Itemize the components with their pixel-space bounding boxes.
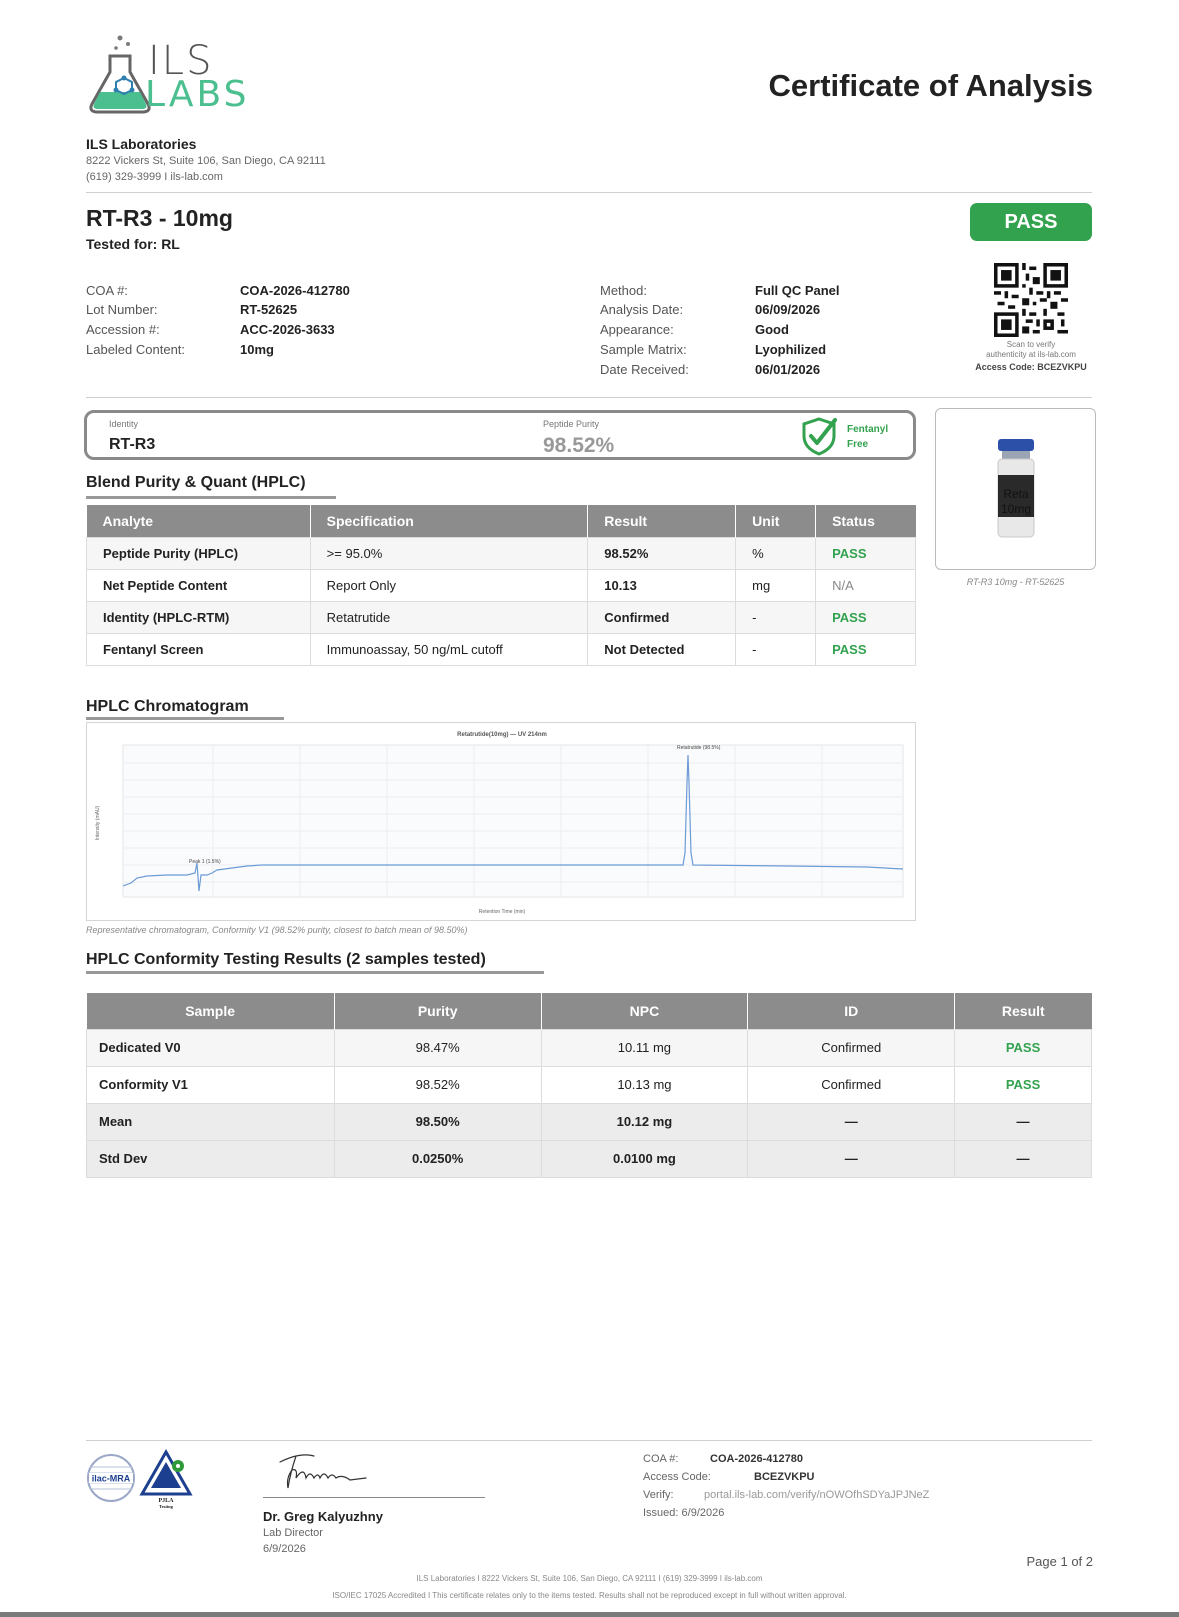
logo-wordmark-bottom: LABS	[145, 74, 250, 115]
cell-purity: 98.52%	[334, 1066, 541, 1103]
cell-result: 10.13	[588, 569, 736, 601]
fentanyl-free-label	[847, 422, 888, 452]
section-underline	[86, 717, 284, 720]
bottom-bar	[0, 1612, 1179, 1617]
footer-disclaimer-line: ISO/IEC 17025 Accredited I This certificate relates only to the items tested. Results shall not be reproduced except in full without written approval.	[332, 1591, 847, 1600]
free-line: Free	[847, 439, 869, 450]
meta-label: COA #:	[86, 283, 128, 298]
cell-npc: 10.11 mg	[541, 1029, 748, 1066]
ilac-mra-logo	[86, 1453, 136, 1503]
col-status: Status	[816, 505, 916, 537]
plot-xlabel: Retention Time (min)	[478, 909, 526, 915]
handwritten-signature	[270, 1448, 380, 1494]
lab-name: ILS Laboratories	[86, 136, 197, 152]
meta-label: Accession #:	[86, 322, 160, 337]
table-row	[87, 1029, 1092, 1066]
cell-purity: 98.50%	[334, 1103, 541, 1140]
meta-label: Sample Matrix:	[600, 342, 687, 357]
cell-result: 98.52%	[588, 537, 736, 569]
lab-contact: (619) 329-3999 I ils-lab.com	[86, 171, 223, 183]
col-id: ID	[748, 993, 955, 1029]
table-header-row	[87, 505, 916, 537]
cell-unit: %	[736, 537, 816, 569]
footer-divider	[86, 1440, 1092, 1441]
tested-for: Tested for: RL	[86, 236, 180, 252]
blend-section-title: Blend Purity & Quant (HPLC)	[86, 474, 306, 491]
section-underline	[86, 496, 336, 499]
table-row	[87, 601, 916, 633]
cell-sample: Dedicated V0	[87, 1029, 335, 1066]
cell-status: PASS	[816, 537, 916, 569]
cell-unit: mg	[736, 569, 816, 601]
meta-value: 06/01/2026	[755, 362, 821, 377]
cell-id: —	[748, 1140, 955, 1177]
cell-result: Not Detected	[588, 633, 736, 665]
signature-line	[263, 1497, 485, 1498]
meta-value: Full QC Panel	[755, 283, 840, 298]
footer-issued: Issued: 6/9/2026	[643, 1507, 725, 1519]
cell-result: —	[955, 1103, 1092, 1140]
table-row-mean	[87, 1103, 1092, 1140]
cell-result: PASS	[955, 1066, 1092, 1103]
footer-address-line: ILS Laboratories I 8222 Vickers St, Suite 106, San Diego, CA 92111 I (619) 329-3999 I ils-lab.com	[416, 1574, 763, 1583]
logo-wordmark-top: ILS	[148, 38, 214, 84]
meta-label: Labeled Content:	[86, 342, 186, 357]
identity-value: RT-R3	[109, 436, 156, 453]
meta-label: Analysis Date:	[600, 302, 684, 317]
purity-label: Peptide Purity	[543, 419, 600, 429]
plot-title: Retatrutide(10mg) — UV 214nm	[457, 732, 547, 738]
col-analyte: Analyte	[87, 505, 311, 537]
cell-analyte: Net Peptide Content	[87, 569, 311, 601]
col-spec: Specification	[310, 505, 588, 537]
identity-label: Identity	[109, 419, 139, 429]
table-row-stddev	[87, 1140, 1092, 1177]
cell-unit: -	[736, 601, 816, 633]
table-row	[87, 569, 916, 601]
cell-spec: >= 95.0%	[310, 537, 588, 569]
vial-label-line2: 10mg	[1000, 502, 1032, 516]
cell-unit: -	[736, 633, 816, 665]
meta-divider	[86, 397, 1092, 398]
cell-result: —	[955, 1140, 1092, 1177]
cell-status: N/A	[816, 569, 916, 601]
cell-status: PASS	[816, 633, 916, 665]
signer-date: 6/9/2026	[263, 1543, 306, 1555]
meta-value: Good	[755, 322, 789, 337]
meta-value: 06/09/2026	[755, 302, 821, 317]
meta-value: ACC-2026-3633	[240, 322, 335, 337]
cell-sample: Conformity V1	[87, 1066, 335, 1103]
cell-purity: 0.0250%	[334, 1140, 541, 1177]
cell-spec: Immunoassay, 50 ng/mL cutoff	[310, 633, 588, 665]
overall-status-badge: PASS	[970, 203, 1092, 241]
pjla-text: PJLA	[158, 1498, 174, 1504]
meta-value: 10mg	[240, 342, 274, 357]
fentanyl-line: Fentanyl	[847, 424, 889, 435]
col-npc: NPC	[541, 993, 748, 1029]
chromatogram-section-title: HPLC Chromatogram	[86, 698, 249, 715]
footer-access-value: BCEZVKPU	[754, 1471, 815, 1483]
pjla-sub-text: Testing	[159, 1504, 173, 1509]
col-result: Result	[588, 505, 736, 537]
cell-id: Confirmed	[748, 1029, 955, 1066]
cell-result: PASS	[955, 1029, 1092, 1066]
conformity-section-title: HPLC Conformity Testing Results (2 samples tested)	[86, 951, 486, 968]
ilac-text: ilac-MRA	[91, 1473, 131, 1484]
table-row	[87, 1066, 1092, 1103]
meta-label: Lot Number:	[86, 302, 158, 317]
table-row	[87, 537, 916, 569]
cell-id: Confirmed	[748, 1066, 955, 1103]
cell-status: PASS	[816, 601, 916, 633]
document-title: Certificate of Analysis	[768, 68, 1093, 103]
pjla-logo	[138, 1448, 194, 1510]
col-unit: Unit	[736, 505, 816, 537]
cell-analyte: Fentanyl Screen	[87, 633, 311, 665]
vial-image	[936, 409, 1097, 571]
qr-access-code: Access Code: BCEZVKPU	[975, 362, 1087, 372]
purity-value: 98.52%	[543, 434, 615, 457]
footer-access-label: Access Code:	[643, 1471, 711, 1483]
cell-analyte: Peptide Purity (HPLC)	[87, 537, 311, 569]
cell-spec: Retatrutide	[310, 601, 588, 633]
shield-check-icon	[797, 414, 841, 458]
meta-value: Lyophilized	[755, 342, 827, 357]
cell-result: Confirmed	[588, 601, 736, 633]
signer-title: Lab Director	[263, 1527, 323, 1539]
col-result: Result	[955, 993, 1092, 1029]
product-photo	[935, 408, 1096, 570]
lab-address: 8222 Vickers St, Suite 106, San Diego, CA 92111	[86, 155, 326, 167]
page-number: Page 1 of 2	[1026, 1554, 1093, 1569]
signer-name: Dr. Greg Kalyuzhny	[263, 1509, 383, 1524]
chromatogram-caption: Representative chromatogram, Conformity V1 (98.52% purity, closest to batch mean of 98.50%)	[86, 925, 468, 935]
cell-purity: 98.47%	[334, 1029, 541, 1066]
footer-verify-label: Verify:	[643, 1489, 674, 1501]
chromatogram-image	[86, 722, 916, 921]
cell-spec: Report Only	[310, 569, 588, 601]
col-purity: Purity	[334, 993, 541, 1029]
summary-box	[84, 410, 916, 460]
footer-coa-label: COA #:	[643, 1453, 679, 1465]
section-underline	[86, 971, 544, 974]
cell-id: —	[748, 1103, 955, 1140]
meta-label: Appearance:	[600, 322, 674, 337]
meta-value: COA-2026-412780	[240, 283, 350, 298]
meta-label: Date Received:	[600, 362, 689, 377]
vial-label-line1: Reta	[1003, 487, 1029, 501]
footer-coa-value: COA-2026-412780	[710, 1453, 803, 1465]
meta-value: RT-52625	[240, 302, 298, 317]
conformity-table	[86, 993, 1092, 1178]
plot-ylabel: Intensity (mAU)	[95, 805, 101, 841]
table-header-row	[87, 993, 1092, 1029]
cell-analyte: Identity (HPLC-RTM)	[87, 601, 311, 633]
cell-sample: Mean	[87, 1103, 335, 1140]
peak1-label: Peak 1 (1.5%)	[189, 859, 221, 865]
qr-caption: authenticity at ils-lab.com	[986, 350, 1076, 359]
cell-npc: 10.12 mg	[541, 1103, 748, 1140]
qr-caption: Scan to verify	[1006, 340, 1056, 349]
col-sample: Sample	[87, 993, 335, 1029]
photo-caption: RT-R3 10mg - RT-52625	[966, 577, 1065, 587]
cell-sample: Std Dev	[87, 1140, 335, 1177]
meta-label: Method:	[600, 283, 647, 298]
cell-npc: 10.13 mg	[541, 1066, 748, 1103]
cell-npc: 0.0100 mg	[541, 1140, 748, 1177]
qr-code-icon[interactable]	[994, 263, 1068, 337]
blend-table	[86, 505, 916, 666]
verify-link[interactable]: portal.ils-lab.com/verify/nOWOfhSDYaJPJNeZ	[704, 1489, 930, 1501]
table-row	[87, 633, 916, 665]
chromatogram-plot	[87, 723, 917, 922]
peak2-label: Retatrutide (98.5%)	[677, 745, 721, 751]
product-title: RT-R3 - 10mg	[86, 205, 233, 231]
header-divider	[86, 192, 1092, 193]
